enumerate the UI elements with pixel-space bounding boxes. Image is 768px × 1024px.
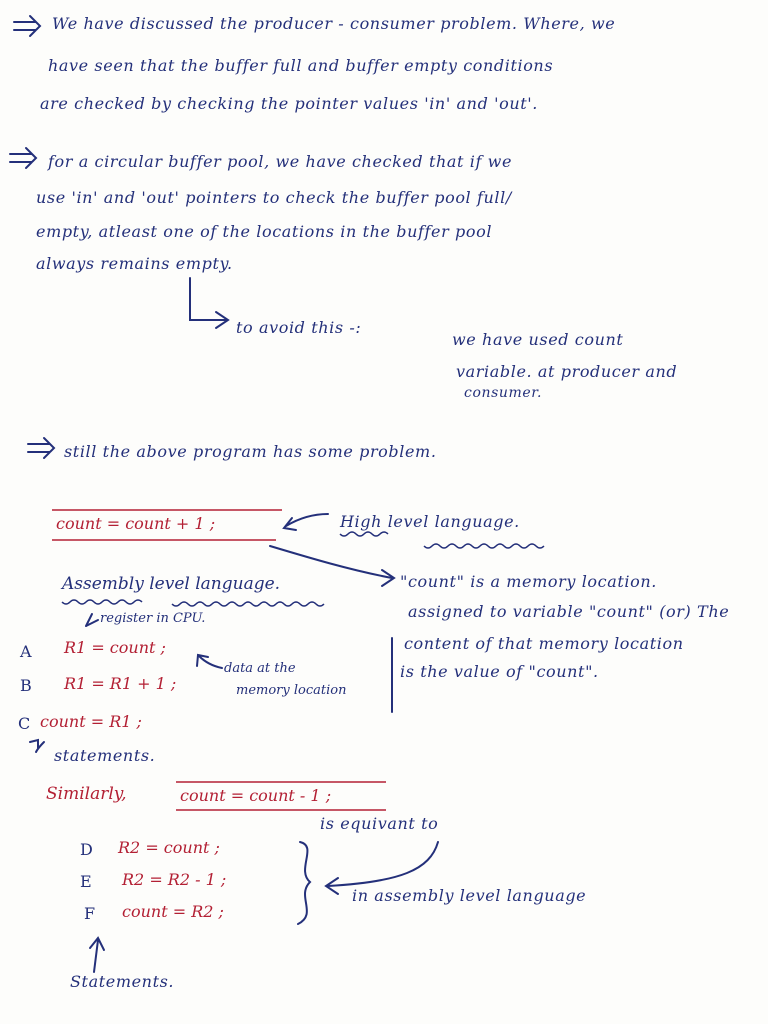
squiggle-underline <box>424 544 544 548</box>
para1-line3: are checked by checking the pointer values 'in' and 'out'. <box>40 94 538 113</box>
stmt-b: R1 = R1 + 1 ; <box>64 674 177 693</box>
avoid-line3: consumer. <box>464 385 543 401</box>
stmt-a: R1 = count ; <box>64 638 166 657</box>
statements-note-1: statements. <box>54 746 156 765</box>
data-arrow-icon <box>197 655 222 668</box>
equivalent-note: is equivant to <box>320 814 439 833</box>
register-arrow-icon <box>86 614 98 626</box>
hook-arrow-icon <box>190 278 228 328</box>
count-increment-statement: count = count + 1 ; <box>56 514 216 533</box>
count-decrement-statement: count = count - 1 ; <box>180 786 332 805</box>
stmt-e: R2 = R2 - 1 ; <box>122 870 227 889</box>
brace-icon <box>298 842 310 924</box>
up-arrow-icon <box>90 938 104 972</box>
memory-note-line2: assigned to variable "count" (or) The <box>408 602 730 621</box>
para1-line1: We have discussed the producer - consumer problem. Where, we <box>52 14 616 33</box>
para2-line3: empty, atleast one of the locations in the buffer pool <box>36 222 493 241</box>
memory-note-line3: content of that memory location <box>404 634 684 653</box>
high-level-label: High level language. <box>340 512 520 531</box>
stmt-c-label: C <box>18 714 31 733</box>
avoid-line1: we have used count <box>452 330 624 349</box>
data-note-2: memory location <box>236 683 347 698</box>
stmt-c: count = R1 ; <box>40 712 142 731</box>
avoid-lead: to avoid this -: <box>236 318 362 337</box>
data-note-1: data at the <box>224 661 296 676</box>
stmt-d: R2 = count ; <box>118 838 220 857</box>
stmt-f-label: F <box>84 904 96 923</box>
para2-line4: always remains empty. <box>36 254 233 273</box>
assembly-heading: Assembly level language. <box>62 574 281 594</box>
stmt-b-label: B <box>20 676 32 695</box>
stmt-e-label: E <box>80 872 92 891</box>
right-arrow-icon <box>270 546 394 586</box>
statements-arrow-icon <box>30 740 44 752</box>
register-note: register in CPU. <box>100 611 206 626</box>
memory-note-line1: "count" is a memory location. <box>400 572 657 591</box>
stmt-f: count = R2 ; <box>122 902 224 921</box>
implies-arrow-icon <box>28 438 54 458</box>
para2-line1: for a circular buffer pool, we have checked that if we <box>48 152 513 171</box>
squiggle-underline <box>172 602 324 606</box>
in-assembly-note: in assembly level language <box>352 886 587 905</box>
squiggle-underline <box>62 600 142 604</box>
para3-line1: still the above program has some problem. <box>64 442 437 461</box>
implies-arrow-icon <box>10 148 36 168</box>
statements-note-2: Statements. <box>70 972 175 991</box>
para2-line2: use 'in' and 'out' pointers to check the buffer pool full/ <box>36 188 512 207</box>
squiggle-underline <box>340 532 388 536</box>
stmt-d-label: D <box>80 840 93 859</box>
stmt-a-label: A <box>20 642 32 661</box>
para1-line2: have seen that the buffer full and buffer empty conditions <box>48 56 554 75</box>
implies-arrow-icon <box>14 16 40 36</box>
left-arrow-icon <box>284 514 328 530</box>
memory-note-line4: is the value of "count". <box>400 662 599 681</box>
similarly-lead: Similarly, <box>46 784 127 804</box>
avoid-line2: variable. at producer and <box>456 362 678 381</box>
